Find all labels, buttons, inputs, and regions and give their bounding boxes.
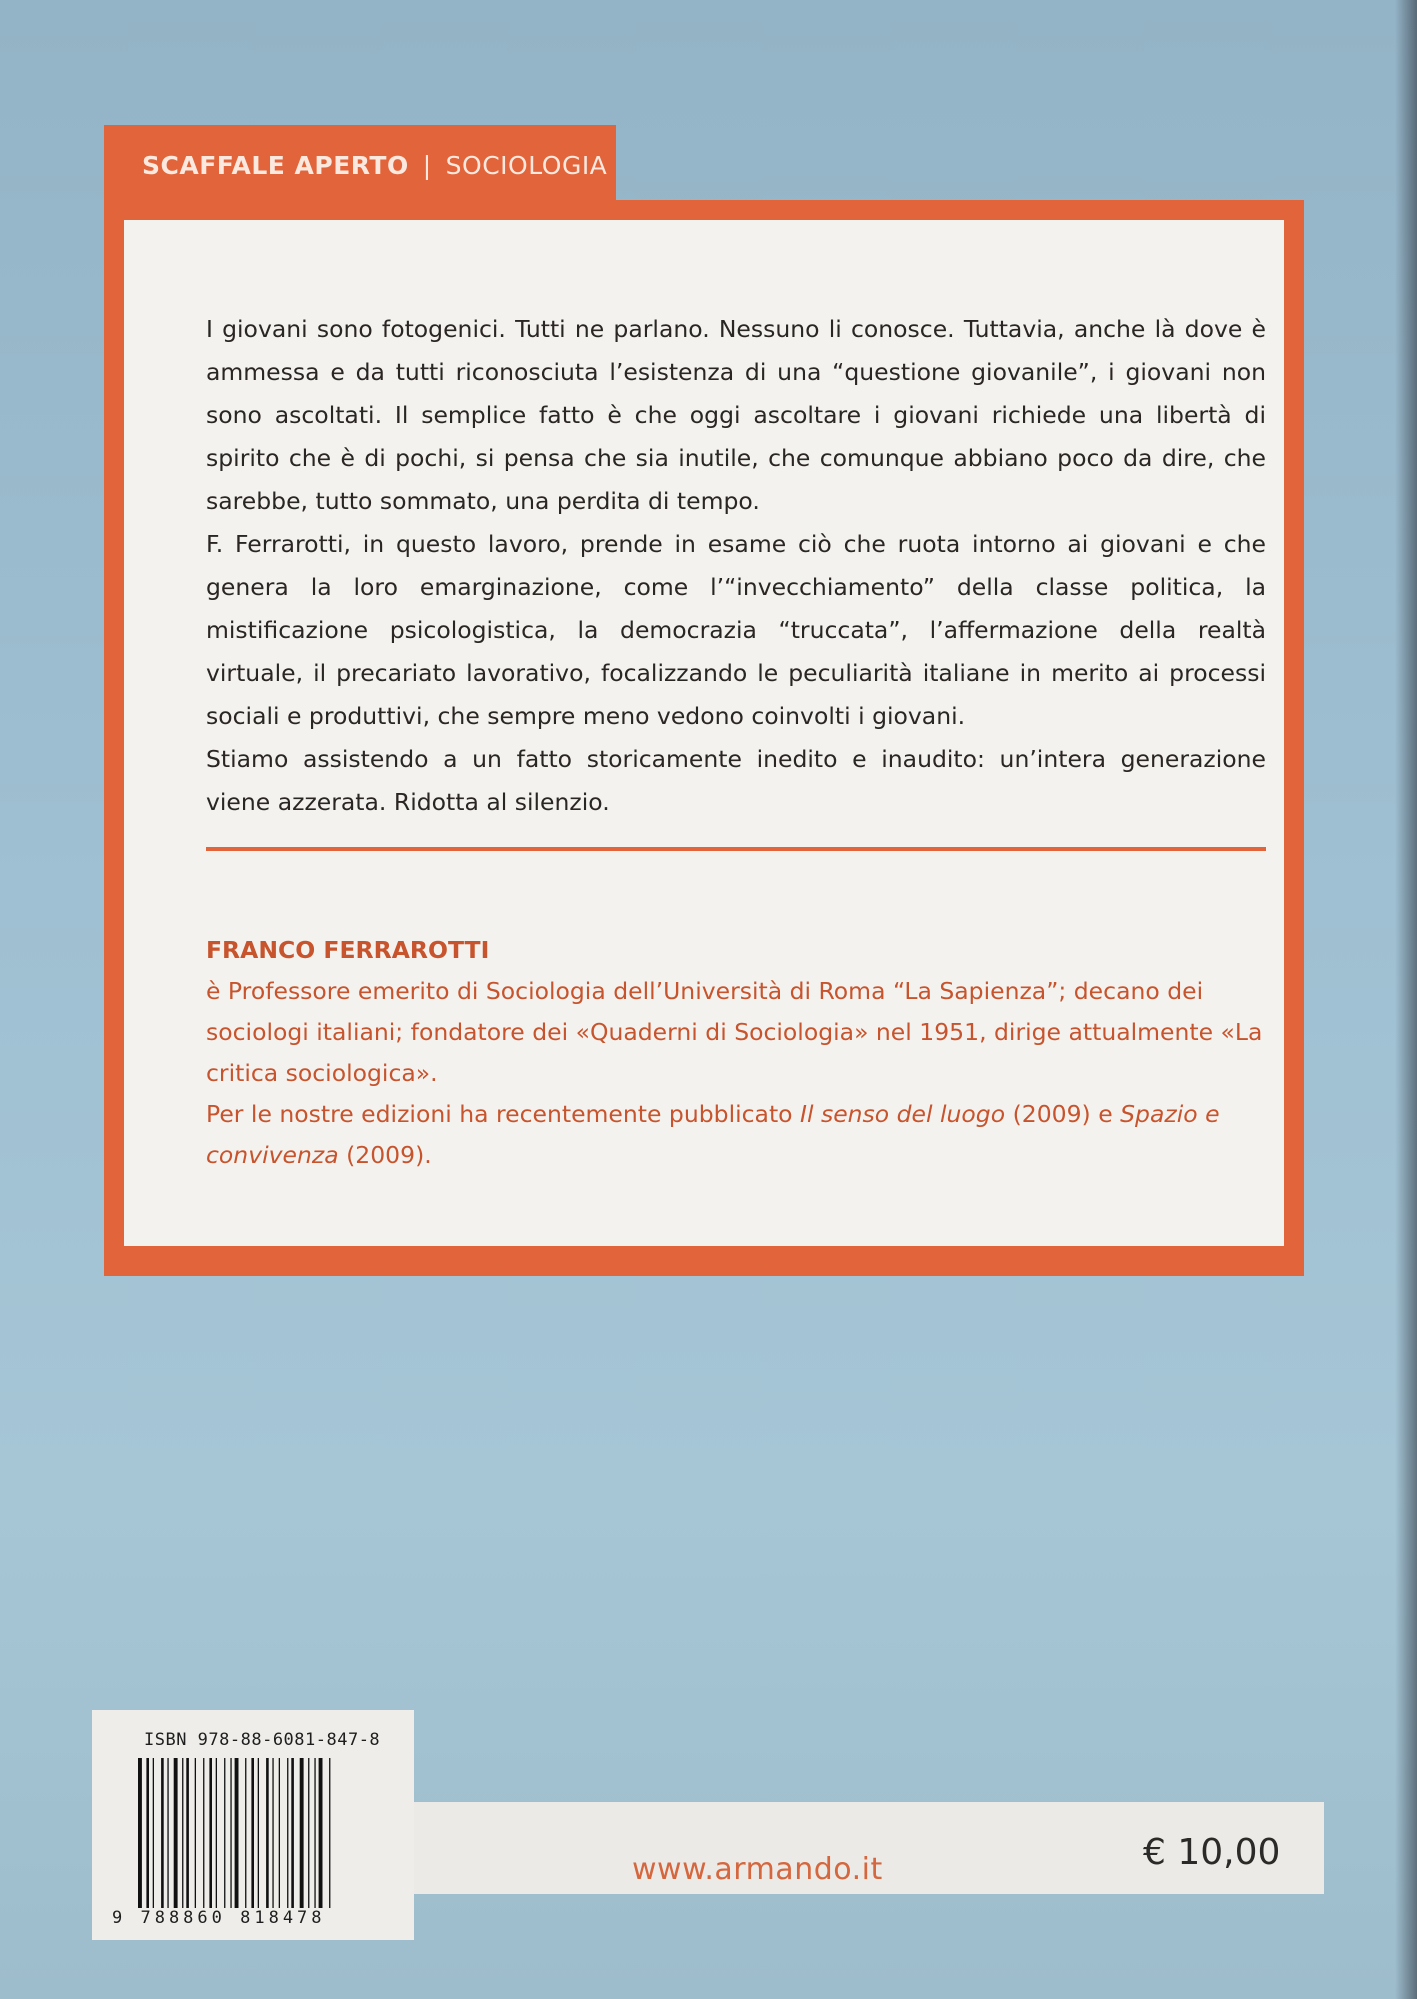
series-tab	[104, 125, 616, 205]
isbn-number: ISBN 978-88-6081-847-8	[144, 1730, 381, 1750]
cover-edge-shadow	[1395, 0, 1417, 1999]
publisher-website: www.armando.it	[632, 1852, 883, 1887]
series-name: SCAFFALE APERTO	[142, 150, 409, 180]
author-bio: è Professore emerito di Sociologia dell’Università di Roma “La Sapienza”; decano dei sociologi italiani; fondatore dei «Quaderni di Sociologia» nel 1951, dirige attualmente «La critica sociologica».	[206, 977, 1263, 1087]
series-category: SOCIOLOGIA	[445, 150, 608, 180]
book-year: (2009).	[338, 1141, 432, 1169]
description-panel-inner	[124, 220, 1284, 1246]
book-year: (2009) e	[1005, 1100, 1121, 1128]
blurb-paragraph: F. Ferrarotti, in questo lavoro, prende in esame ciò che ruota intorno ai giovani e che genera la loro emarginazione, come l’“invecchiamento” della classe politica, la mistificazione psicologistica, la democrazia “truccata”, l’affermazione della realtà virtuale, il precariato lavorativo, focalizzando le peculiarità italiane in merito ai processi sociali e produttivi, che sempre meno vedono coinvolti i giovani.	[206, 530, 1266, 730]
author-publications	[206, 1094, 1266, 1176]
barcode-digits: 9 788860 818478	[112, 1908, 326, 1928]
series-separator: |	[422, 150, 432, 180]
section-divider	[206, 847, 1266, 851]
book-title: Il senso del luogo	[800, 1100, 1006, 1128]
publications-prefix: Per le nostre edizioni ha recentemente pubblicato	[206, 1100, 801, 1128]
description-panel	[104, 200, 1304, 1276]
blurb-paragraph: I giovani sono fotogenici. Tutti ne parlano. Nessuno li conosce. Tuttavia, anche là dove è ammessa e da tutti riconosciuta l’esistenza di una “questione giovanile”, i giovani non sono ascoltati. Il semplice fatto è che oggi ascoltare i giovani richiede una libertà di spirito che è di pochi, si pensa che sia inutile, che comunque abbiano poco da dire, che sarebbe, tutto sommato, una perdita di tempo.	[206, 315, 1266, 515]
barcode-icon	[136, 1758, 376, 1908]
author-section	[206, 930, 1266, 1176]
book-blurb	[206, 308, 1266, 824]
price-label: € 10,00	[1143, 1832, 1281, 1873]
book-title: Spazio e convivenza	[206, 1100, 1220, 1169]
blurb-paragraph: Stiamo assistendo a un fatto storicamente inedito e inaudito: un’intera generazione viene azzerata. Ridotta al silenzio.	[206, 745, 1266, 816]
barcode-label	[92, 1710, 414, 1940]
author-name: FRANCO FERRAROTTI	[206, 936, 490, 964]
